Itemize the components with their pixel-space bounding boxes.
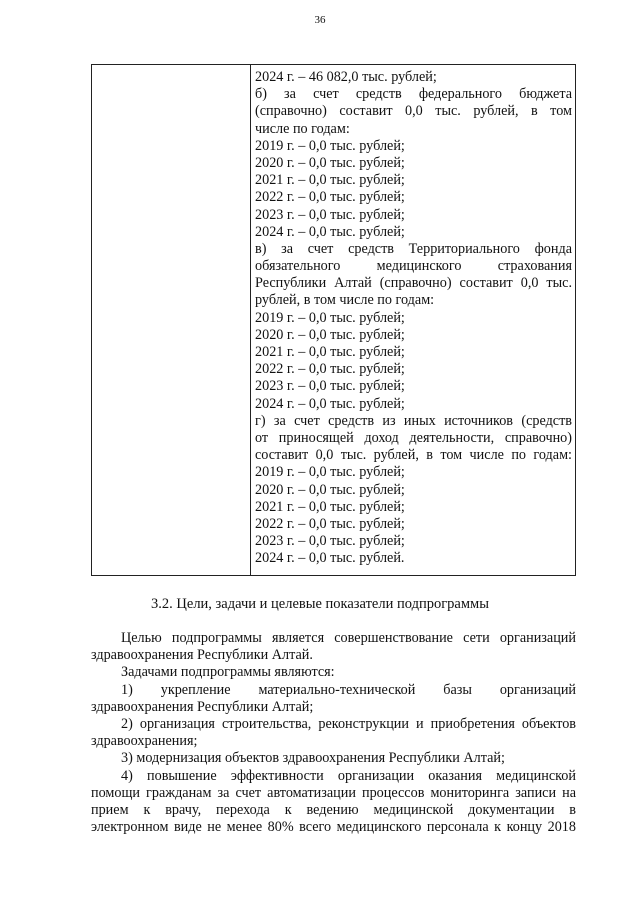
table-line: Республики Алтай (справочно) составит 0,0 тыс. — [255, 275, 572, 292]
table-line: числе по годам: — [255, 120, 350, 137]
table-line: составит 0,0 тыс. рублей, в том числе по годам: — [255, 447, 572, 464]
table-line: 2023 г. – 0,0 тыс. рублей; — [255, 378, 405, 395]
table-line: 2021 г. – 0,0 тыс. рублей; — [255, 344, 405, 360]
table-line: 2019 г. – 0,0 тыс. рублей; — [255, 309, 405, 326]
table-right-cell — [251, 65, 575, 575]
table-line: обязательного медицинского страхования — [255, 258, 572, 275]
page-number: 36 — [314, 14, 326, 26]
table-line: 2019 г. – 0,0 тыс. рублей; — [255, 137, 405, 154]
table-line: 2020 г. – 0,0 тыс. рублей; — [255, 481, 405, 498]
paragraph-line: 2) организация строительства, реконструкции и приобретения объектов — [121, 715, 576, 732]
paragraph-line: электронном виде не менее 80% всего медицинского персонала к концу 2018 — [91, 819, 576, 836]
table-line: 2024 г. – 46 082,0 тыс. рублей; — [255, 69, 437, 85]
table-line: 2019 г. – 0,0 тыс. рублей; — [255, 464, 405, 481]
paragraph-line: прием к врачу, перехода к ведению медицинской документации в — [91, 801, 576, 818]
table-line: (справочно) составит 0,0 тыс. рублей, в том — [255, 103, 572, 120]
table-left-cell — [92, 65, 251, 575]
table-line: г) за счет средств из иных источников (средств — [255, 412, 572, 429]
table-line: 2024 г. – 0,0 тыс. рублей; — [255, 223, 405, 240]
table-line: 2024 г. – 0,0 тыс. рублей. — [255, 550, 405, 567]
paragraph-line: Целью подпрограммы является совершенствование сети организаций — [121, 630, 576, 646]
table-line: рублей, в том числе по годам: — [255, 292, 435, 309]
table-line: 2022 г. – 0,0 тыс. рублей; — [255, 361, 405, 378]
paragraph-line: здравоохранения Республики Алтай. — [91, 647, 313, 664]
paragraph-line: 4) повышение эффективности организации оказания медицинской — [121, 767, 576, 784]
paragraph-line: помощи гражданам за счет автоматизации процессов мониторинга записи на — [91, 784, 576, 801]
table-line: 2023 г. – 0,0 тыс. рублей; — [255, 206, 405, 223]
table-line: 2020 г. – 0,0 тыс. рублей; — [255, 326, 405, 343]
section-title: 3.2. Цели, задачи и целевые показатели подпрограммы — [151, 596, 489, 612]
table-line: 2020 г. – 0,0 тыс. рублей; — [255, 154, 405, 171]
paragraph-line: 3) модернизация объектов здравоохранения Республики Алтай; — [121, 750, 505, 767]
paragraph-line: 1) укрепление материально-технической базы организаций — [121, 681, 576, 698]
table-line: в) за счет средств Территориального фонда — [255, 240, 572, 257]
paragraph-line: здравоохранения Республики Алтай; — [91, 698, 314, 715]
table-line: 2021 г. – 0,0 тыс. рублей; — [255, 172, 405, 189]
paragraph-line: Задачами подпрограммы являются: — [121, 664, 335, 681]
table-line: 2023 г. – 0,0 тыс. рублей; — [255, 533, 405, 550]
table-line: 2024 г. – 0,0 тыс. рублей; — [255, 395, 405, 412]
paragraph-line: здравоохранения; — [91, 733, 198, 750]
table-line: от приносящей доход деятельности, справочно) — [255, 429, 572, 446]
body-text — [91, 630, 576, 836]
table-line: 2021 г. – 0,0 тыс. рублей; — [255, 498, 405, 515]
table-line: 2022 г. – 0,0 тыс. рублей; — [255, 515, 405, 532]
funding-table — [91, 64, 576, 576]
table-line: б) за счет средств федерального бюджета — [255, 86, 572, 103]
table-line: 2022 г. – 0,0 тыс. рублей; — [255, 189, 405, 206]
